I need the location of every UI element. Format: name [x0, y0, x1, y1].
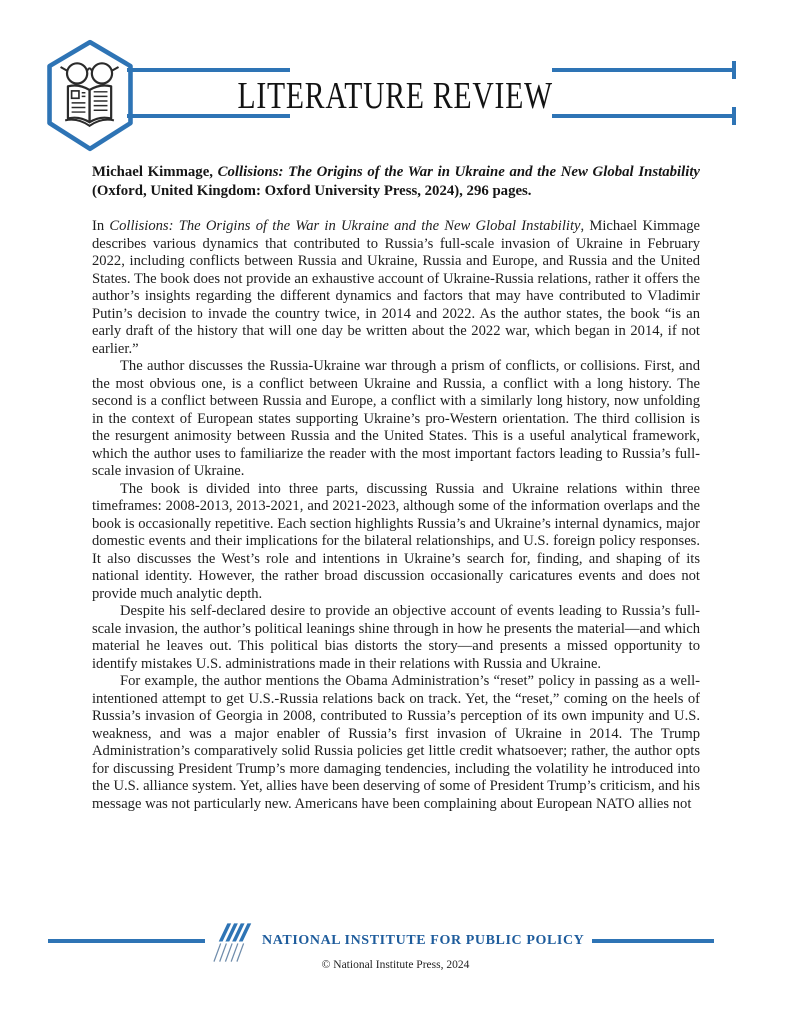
citation-publication: (Oxford, United Kingdom: Oxford University Press, 2024), 296 pages. — [92, 183, 532, 199]
footer — [0, 919, 791, 1024]
header-rule-left-top — [127, 68, 290, 72]
article-body — [92, 163, 700, 813]
citation-book-title: Collisions: The Origins of the War in Ukraine and the New Global Instability — [217, 164, 701, 180]
paragraph-1 — [92, 218, 700, 358]
paragraph-1-rest: , Michael Kimmage describes various dynamics that contributed to Russia’s full-scale invasion of Ukraine in February 2022, including conflicts between Russia and Ukraine, Russia and Europe, and Russia and the United States. The book does not provide an exhaustive account of Ukraine-Russia relations, rather it offers the author’s insights regarding the different dynamics and factors that may have contributed to Vladimir Putin’s decision to invade the country twice, in 2014 and 2022. As the author states, the book “is an early draft of the history that will one day be written about the 2022 war, which began in 2014, if not earlier.” — [92, 218, 700, 357]
paragraph-3: The book is divided into three parts, discussing Russia and Ukraine relations within three timeframes: 2008-2013, 2013-2021, and 2021-2023, although some of the information overlaps and the book is occasionally repetitive. Each section highlights Russia’s and Ukraine’s internal dynamics, major domestic events and their implications for the bilateral relationships, and U.S. foreign policy responses. It also discusses the West’s role and intentions in Ukraine’s search for, finding, and shaping of its national identity. However, the rather broad discussion occasionally caricatures events and does not provide much analytic depth. — [92, 480, 700, 602]
organization-name: NATIONAL INSTITUTE FOR PUBLIC POLICY — [262, 933, 585, 948]
paragraph-5: For example, the author mentions the Obama Administration’s “reset” policy in passing as a well-intentioned attempt to get U.S.-Russia relations back on track. Yet, the “reset,” coming on the heels of Russia’s invasion of Georgia in 2008, contributed to Russia’s perception of its own impunity and U.S. weakness, and was a major enabler of Russia’s first invasion of Ukraine in 2014. The Trump Administration’s comparatively solid Russia policies get little credit whatsoever; rather, the author opts for discussing President Trump’s more damaging tendencies, including the volatility he introduced into the U.S. alliance system. Yet, allies have been deserving of some of President Trump’s criticism, and his message was not particularly new. Americans have been complaining about European NATO allies not — [92, 673, 700, 812]
footer-rule-right — [592, 939, 714, 943]
paragraph-2: The author discusses the Russia-Ukraine war through a prism of conflicts, or collisions. First, and the most obvious one, is a conflict between Ukraine and Russia, a conflict with a long history. The second is a conflict between Russia and Europe, a conflict with a similarly long history, now unfolding in the context of European states supporting Ukraine’s pro-Western orientation. The third collision is the resurgent animosity between Russia and the United States. This is a useful analytical framework, which the author uses to familiarize the reader with the most important factors leading to Russia’s full-scale invasion of Ukraine. — [92, 358, 700, 479]
citation-author: Michael Kimmage, — [92, 164, 218, 180]
book-citation — [92, 163, 700, 201]
copyright-notice: © National Institute Press, 2024 — [321, 959, 470, 971]
page-title: LITERATURE REVIEW — [237, 75, 554, 117]
paragraph-4: Despite his self-declared desire to provide an objective account of events leading to Russia’s full-scale invasion, the author’s political leanings shine through in how he presents the material—and which material he leaves out. This political bias distorts the story—and presents a missed opportunity to identify mistakes U.S. administrations made in their relations with Russia and Ukraine. — [92, 603, 700, 672]
footer-rule-left — [48, 939, 205, 943]
paragraph-1-book-title: Collisions: The Origins of the War in Ukraine and the New Global Instability — [109, 218, 581, 234]
paragraph-1-lead: In — [92, 218, 110, 234]
header-rule-right-top — [552, 68, 736, 72]
